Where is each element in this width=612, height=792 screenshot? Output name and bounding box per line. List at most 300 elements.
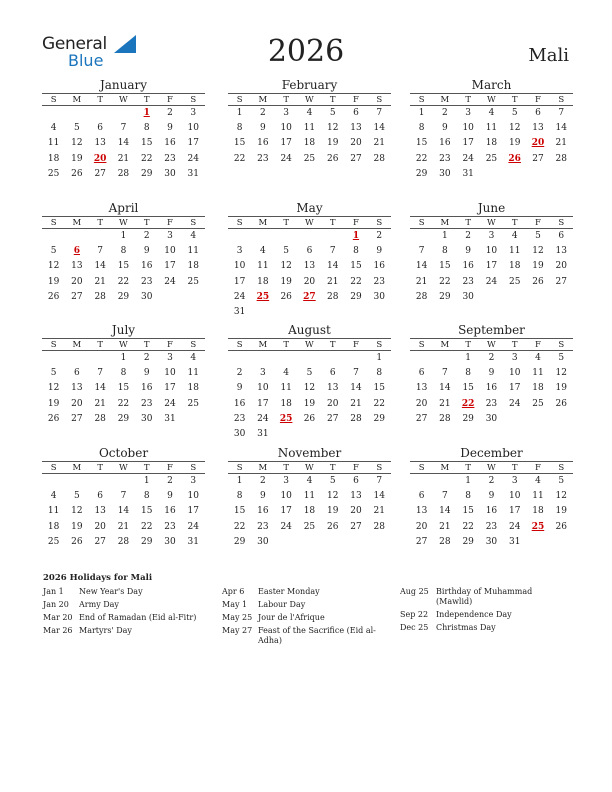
weekday-header [410,93,573,106]
day-cell: 14 [373,123,385,134]
month-name: September [458,323,525,337]
day-cell: 26 [280,291,292,302]
weekday-label: F [353,340,359,350]
day-cell: 5 [329,476,336,486]
day-cell [42,351,65,366]
day-cell: 19 [508,138,521,149]
weekday-label: F [167,340,173,350]
day-cell: 21 [373,138,385,149]
weekday-label: S [558,463,565,473]
weekday-label: S [50,95,57,105]
weekday-label: F [535,340,541,350]
day-cell: 23 [140,276,153,287]
day-cell [321,305,344,320]
week-row [228,520,391,535]
day-cell [275,427,298,442]
day-cell: 14 [439,383,451,394]
day-cell: 17 [508,506,521,517]
day-cell: 14 [555,123,567,134]
weekday-label: S [558,340,565,350]
weekday-label: T [143,463,150,473]
day-cell [503,412,526,427]
week-row [228,229,391,244]
month-may [228,201,391,320]
day-cell: 23 [164,153,176,164]
day-cell: 30 [485,413,498,424]
week-row [410,259,573,274]
day-cell: 22 [233,521,246,532]
day-cell: 3 [190,108,197,118]
day-cell: 4 [535,353,541,363]
holiday-day-cell: 25 [531,521,545,532]
day-cell: 30 [373,291,385,302]
day-cell: 8 [143,491,150,502]
weekday-label: T [283,463,289,473]
day-cell: 21 [415,276,428,287]
weekday-label: T [511,463,518,473]
day-cell: 16 [462,261,474,272]
day-cell: 21 [326,276,339,287]
day-cell [182,290,205,305]
day-cell: 15 [462,383,474,394]
weekday-label: T [465,218,471,228]
month-april [42,201,205,305]
holiday-date: Sep 22 [400,610,429,619]
holiday-day-cell: 1 [352,231,360,241]
month-june [410,201,573,305]
day-cell [344,535,367,550]
day-cell: 21 [555,138,567,149]
month-name: July [111,323,136,337]
holiday-row [43,600,209,610]
day-cell: 19 [555,506,567,517]
day-cell: 10 [462,123,474,134]
week-row [42,535,205,550]
day-cell: 2 [488,476,495,486]
day-cell: 7 [120,123,127,134]
day-cell: 11 [47,506,60,517]
day-cell: 28 [373,521,385,532]
day-cell: 15 [117,383,130,394]
holiday-date: Aug 25 [400,587,429,596]
day-cell: 16 [439,138,451,149]
day-cell: 20 [350,138,362,149]
day-cell: 9 [143,368,150,379]
week-row [410,152,573,167]
week-row [410,366,573,381]
weekday-label: T [329,463,336,473]
weekday-label: F [535,95,541,105]
day-cell: 1 [376,353,383,363]
day-cell: 18 [303,506,316,517]
holiday-row [222,626,388,646]
day-cell: 11 [532,491,544,502]
day-cell: 2 [442,108,448,118]
day-cell: 16 [373,261,385,272]
day-cell: 29 [373,413,385,424]
week-row [228,275,391,290]
day-cell: 19 [47,276,60,287]
day-cell: 28 [439,536,451,547]
day-cell: 1 [465,476,472,486]
day-cell: 26 [303,413,316,424]
day-cell: 7 [120,491,127,502]
day-cell: 10 [280,123,292,134]
day-cell: 27 [415,413,428,424]
day-cell [550,535,573,550]
day-cell: 30 [140,291,153,302]
day-cell: 9 [376,246,383,257]
weekday-label: T [511,95,518,105]
week-row [42,474,205,489]
weekday-label: S [558,95,565,105]
day-cell [480,167,503,182]
day-cell: 3 [465,108,472,118]
day-cell [298,305,321,320]
day-cell [42,106,65,121]
day-cell: 28 [117,536,130,547]
day-cell: 12 [71,138,83,149]
holiday-row [400,610,566,620]
holiday-name: Easter Monday [258,587,320,596]
day-cell: 29 [233,536,246,547]
month-name: November [277,446,342,460]
holiday-column [43,587,209,639]
day-cell [321,535,344,550]
weekday-label: W [119,340,128,350]
day-cell: 21 [439,521,451,532]
month-name: May [296,201,323,215]
holiday-name: Jour de l'Afrique [258,613,325,622]
day-cell: 22 [233,153,246,164]
day-cell: 21 [94,276,106,287]
day-cell: 18 [508,261,521,272]
weekday-label: S [376,463,383,473]
day-cell: 5 [74,491,80,502]
day-cell: 26 [326,153,339,164]
day-cell: 12 [326,491,339,502]
weekday-header [42,216,205,229]
day-cell: 16 [257,506,269,517]
holiday-date: Mar 26 [43,626,73,635]
day-cell: 4 [306,108,313,118]
day-cell: 4 [50,491,57,502]
day-cell: 26 [555,398,567,409]
week-row [228,244,391,259]
day-cell: 22 [117,398,130,409]
day-cell: 3 [236,246,243,257]
day-cell: 16 [257,138,269,149]
weekday-label: S [190,463,197,473]
year-title: 2026 [267,34,345,69]
weekday-label: M [258,340,268,350]
week-row [228,106,391,121]
day-cell: 21 [94,398,106,409]
day-cell: 10 [485,246,498,257]
day-cell: 3 [190,476,197,486]
holiday-column [400,587,566,636]
day-cell [368,427,391,442]
day-cell: 31 [257,428,269,439]
day-cell: 18 [187,261,199,272]
day-cell: 15 [373,383,385,394]
day-cell: 4 [511,231,518,241]
day-cell [251,305,274,320]
weekday-label: T [283,340,289,350]
weekday-label: S [190,95,197,105]
day-cell: 8 [376,368,383,379]
week-row [42,351,205,366]
day-cell: 17 [187,506,199,517]
weekday-header [42,461,205,474]
day-cell: 10 [187,491,199,502]
weekday-label: F [167,95,173,105]
day-cell [550,290,573,305]
holiday-day-cell: 25 [256,291,270,302]
day-cell: 19 [280,276,292,287]
day-cell: 20 [303,276,316,287]
day-cell: 6 [329,368,336,379]
day-cell: 21 [350,398,362,409]
day-cell: 2 [167,108,173,118]
day-cell [228,351,251,366]
day-cell: 30 [439,168,451,179]
day-cell: 28 [326,291,339,302]
day-cell: 14 [350,383,362,394]
day-cell: 24 [233,291,246,302]
day-cell [480,290,503,305]
day-cell: 15 [462,506,474,517]
day-cell [275,305,298,320]
weekday-label: T [97,218,103,228]
holiday-date: May 1 [222,600,248,609]
day-cell: 17 [257,398,269,409]
day-cell: 3 [283,476,290,486]
month-december [410,446,573,550]
weekday-label: S [50,218,57,228]
weekday-label: S [418,218,425,228]
week-row [228,136,391,151]
day-cell: 6 [558,231,565,241]
day-cell: 25 [303,521,316,532]
day-cell: 13 [555,246,567,257]
week-row [228,412,391,427]
day-cell [368,535,391,550]
day-cell: 3 [488,231,495,241]
day-cell: 16 [233,398,246,409]
day-cell: 18 [187,383,199,394]
day-cell: 2 [143,353,150,363]
day-cell: 13 [326,383,339,394]
day-cell: 26 [71,536,83,547]
holiday-column [222,587,388,649]
day-cell: 13 [532,123,544,134]
weekday-header [410,461,573,474]
day-cell: 27 [71,413,83,424]
weekday-label: M [72,218,82,228]
day-cell: 29 [462,413,474,424]
day-cell: 20 [71,398,83,409]
day-cell: 30 [164,168,176,179]
month-name: February [281,78,338,92]
day-cell: 23 [257,521,269,532]
day-cell: 9 [167,491,173,502]
day-cell: 11 [532,368,544,379]
day-cell: 12 [555,491,567,502]
weekday-label: S [190,218,197,228]
day-cell: 17 [508,383,521,394]
month-name: October [98,446,149,460]
day-cell: 8 [236,123,243,134]
day-cell [42,229,65,244]
weekday-label: F [353,95,359,105]
holiday-name: Army Day [79,600,119,609]
day-cell: 2 [488,353,495,363]
day-cell: 7 [329,246,336,257]
day-cell: 14 [439,506,451,517]
weekday-label: S [376,218,383,228]
week-row [410,504,573,519]
day-cell [410,474,433,489]
day-cell: 14 [117,138,130,149]
day-cell: 1 [236,476,243,486]
day-cell: 26 [555,521,567,532]
day-cell: 17 [233,276,246,287]
day-cell: 22 [140,153,153,164]
day-cell [65,474,88,489]
day-cell: 7 [442,491,448,502]
month-name: March [471,78,512,92]
day-cell: 23 [164,521,176,532]
day-cell: 24 [164,398,176,409]
day-cell: 17 [280,506,292,517]
day-cell: 9 [260,491,266,502]
day-cell: 8 [143,123,150,134]
day-cell: 26 [71,168,83,179]
day-cell: 23 [439,153,451,164]
day-cell [526,535,549,550]
day-cell: 15 [140,506,153,517]
day-cell: 27 [94,168,106,179]
day-cell: 18 [532,383,544,394]
day-cell: 31 [164,413,176,424]
weekday-label: M [72,463,82,473]
weekday-header [42,338,205,351]
day-cell: 26 [47,291,60,302]
holiday-row [43,626,209,636]
day-cell: 5 [306,368,313,379]
day-cell: 2 [236,368,243,379]
day-cell: 9 [442,123,448,134]
day-cell [89,474,112,489]
holiday-name: Feast of the Sacrifice (Eid al-Adha) [258,626,376,645]
day-cell: 17 [164,383,176,394]
week-row [42,167,205,182]
day-cell: 16 [485,383,498,394]
weekday-label: S [418,95,425,105]
day-cell: 21 [117,153,130,164]
day-cell: 10 [508,368,521,379]
day-cell: 16 [164,138,176,149]
day-cell: 25 [187,398,199,409]
day-cell: 30 [140,413,153,424]
day-cell: 15 [140,138,153,149]
day-cell: 17 [485,261,498,272]
weekday-label: W [305,218,314,228]
day-cell: 5 [50,246,57,257]
weekday-label: T [143,95,150,105]
weekday-header [410,338,573,351]
week-row [228,305,391,320]
week-row [42,121,205,136]
holiday-day-cell: 1 [143,108,150,118]
day-cell: 7 [97,246,104,257]
day-cell: 28 [350,413,362,424]
day-cell: 2 [376,231,383,241]
day-cell: 1 [120,353,127,363]
day-cell: 6 [418,368,425,379]
day-cell: 1 [236,108,243,118]
day-cell: 31 [508,536,521,547]
weekday-label: T [465,463,471,473]
day-cell [89,351,112,366]
day-cell: 2 [143,231,150,241]
day-cell: 12 [47,383,60,394]
weekday-label: M [440,218,450,228]
day-cell: 12 [280,261,292,272]
week-row [228,381,391,396]
week-row [410,290,573,305]
month-january [42,78,205,182]
day-cell: 27 [71,291,83,302]
day-cell: 5 [283,246,290,257]
month-november [228,446,391,550]
weekday-label: T [97,340,103,350]
day-cell: 25 [47,536,60,547]
day-cell [65,351,88,366]
week-row [410,275,573,290]
day-cell: 4 [306,476,313,486]
day-cell: 29 [462,536,474,547]
day-cell [298,535,321,550]
month-march [410,78,573,182]
day-cell: 1 [143,476,150,486]
day-cell: 24 [164,276,176,287]
weekday-label: M [258,218,268,228]
day-cell: 30 [257,536,269,547]
day-cell: 6 [418,491,425,502]
day-cell: 19 [71,521,83,532]
day-cell: 9 [236,383,243,394]
weekday-label: S [418,463,425,473]
day-cell: 1 [418,108,425,118]
holiday-name: New Year's Day [79,587,143,596]
holiday-row [43,613,209,623]
week-row [410,535,573,550]
weekday-label: T [465,340,471,350]
day-cell: 3 [283,108,290,118]
week-row [42,275,205,290]
holiday-name: Christmas Day [436,623,496,632]
day-cell [275,229,298,244]
week-row [228,351,391,366]
day-cell: 14 [94,383,106,394]
week-row [42,412,205,427]
day-cell: 18 [47,521,60,532]
day-cell [344,351,367,366]
day-cell: 22 [350,276,362,287]
day-cell: 8 [236,491,243,502]
